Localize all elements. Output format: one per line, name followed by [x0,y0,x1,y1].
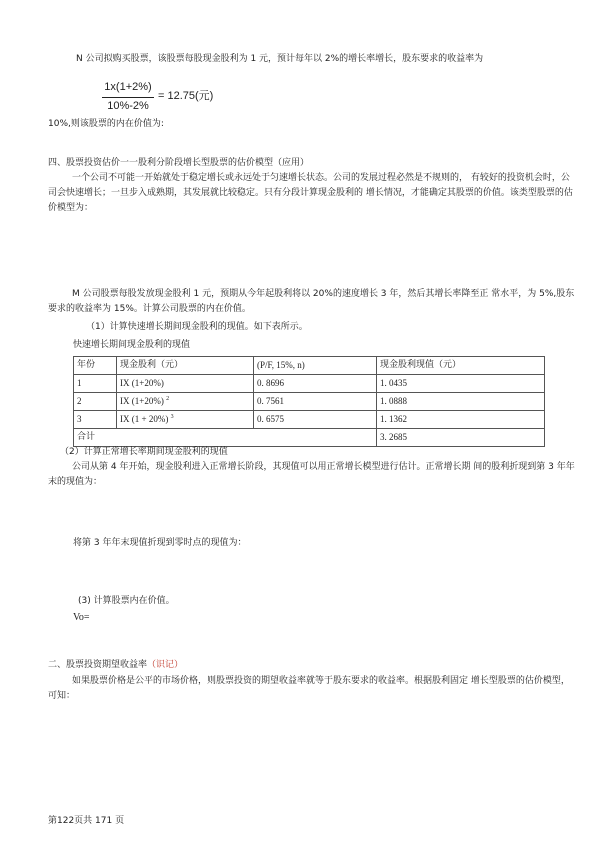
cell-present-value: 1. 0435 [377,375,545,393]
cell-year: 3 [74,411,117,429]
dividend-table [73,356,545,447]
cell-total-label: 合计 [74,429,377,447]
header-factor: (P/F, 15%, n) [254,357,377,375]
cell-total-value: 3. 2685 [377,429,545,447]
cell-factor: 0. 7561 [254,393,377,411]
section-four-heading: 四、股票投资估价一一股利分阶段增长型股票的估价模型（应用） [48,158,310,168]
cell-dividend: IX (1+20%) [117,375,254,393]
section-two-heading [48,658,183,673]
header-year: 年份 [74,357,117,375]
cell-present-value: 1. 0888 [377,393,545,411]
discount-text: 将第 3 年年末现值折现到零时点的现值为： [73,538,247,548]
section-two-title: 二、股票投资期望收益率 [48,660,148,670]
formula-numerator: 1x(1+2%) [104,81,152,93]
recall-tag: （识记） [147,660,184,670]
step-three-text: (3) 计算股票内在价值。 [78,596,175,606]
formula [102,80,262,116]
cell-year: 1 [74,375,117,393]
section-two-paragraph: 如果股票价格是公平的市场价格，则股票投资的期望收益率就等于股东要求的收益率。根据股利固定 增长型股票的估价模型，可知： [48,676,570,701]
section-four-paragraph: 一个公司不可能一开始就处于稳定增长或永远处于匀速增长状态。公司的发展过程必然是不规则的， 有较好的投资机会时，公司会快速增长；一旦步入成熟期，其发展就比较稳定。只有分段计算现金股利的 增长情况，才能确定其股票的价值。该类型股票的估价模型为： [48,173,573,213]
vo-label: Vo= [73,612,90,623]
cell-factor: 0. 6575 [254,411,377,429]
table-header-row [74,357,545,375]
cell-factor: 0. 8696 [254,375,377,393]
table-total-row [74,429,545,447]
page-footer: 第122页共 171 页 [48,816,125,826]
cell-dividend: IX (1 + 20%) $^3$ [117,411,254,429]
table-row [74,393,545,411]
cell-dividend: IX (1+20%) $^2$ [117,393,254,411]
step-one-text: （1）计算快速增长期间现金股利的现值。如下表所示。 [86,322,308,332]
cell-year: 2 [74,393,117,411]
example-m-paragraph: M 公司股票每股发放现金股利 1 元，预期从今年起股利将以 20%的速度增长 3 年，然后其增长率降至正 常水平，为 5%,股东要求的收益率为 15%。计算公司股票的内在价值。 [48,289,575,314]
fraction-bar [102,97,154,98]
step-two-paragraph: 公司从第 4 年开始，现金股利进入正常增长阶段，其现值可以用正常增长模型进行估计。正常增长期 间的股利折现到第 3 年年末的现值为： [48,462,575,487]
table-row [74,411,545,429]
header-present-value: 现金股利现值（元） [377,357,545,375]
formula-denominator: 10%-2% [107,100,149,112]
cell-present-value: 1. 1362 [377,411,545,429]
header-dividend: 现金股利（元） [117,357,254,375]
formula-result: = 12.75(元) [158,90,214,102]
intro-continuation: 10%,则该股票的内在价值为: [48,119,164,129]
table-caption: 快速增长期间现金股利的现值 [73,340,191,350]
step-two-heading: （2）计算正常增长率期间现金股利的现值 [60,447,228,457]
intro-paragraph: N 公司拟购买股票，该股票每股现金股利为 1 元，预计每年以 2%的增长率增长，股东要求的收益率为 [76,54,484,64]
table-row [74,375,545,393]
